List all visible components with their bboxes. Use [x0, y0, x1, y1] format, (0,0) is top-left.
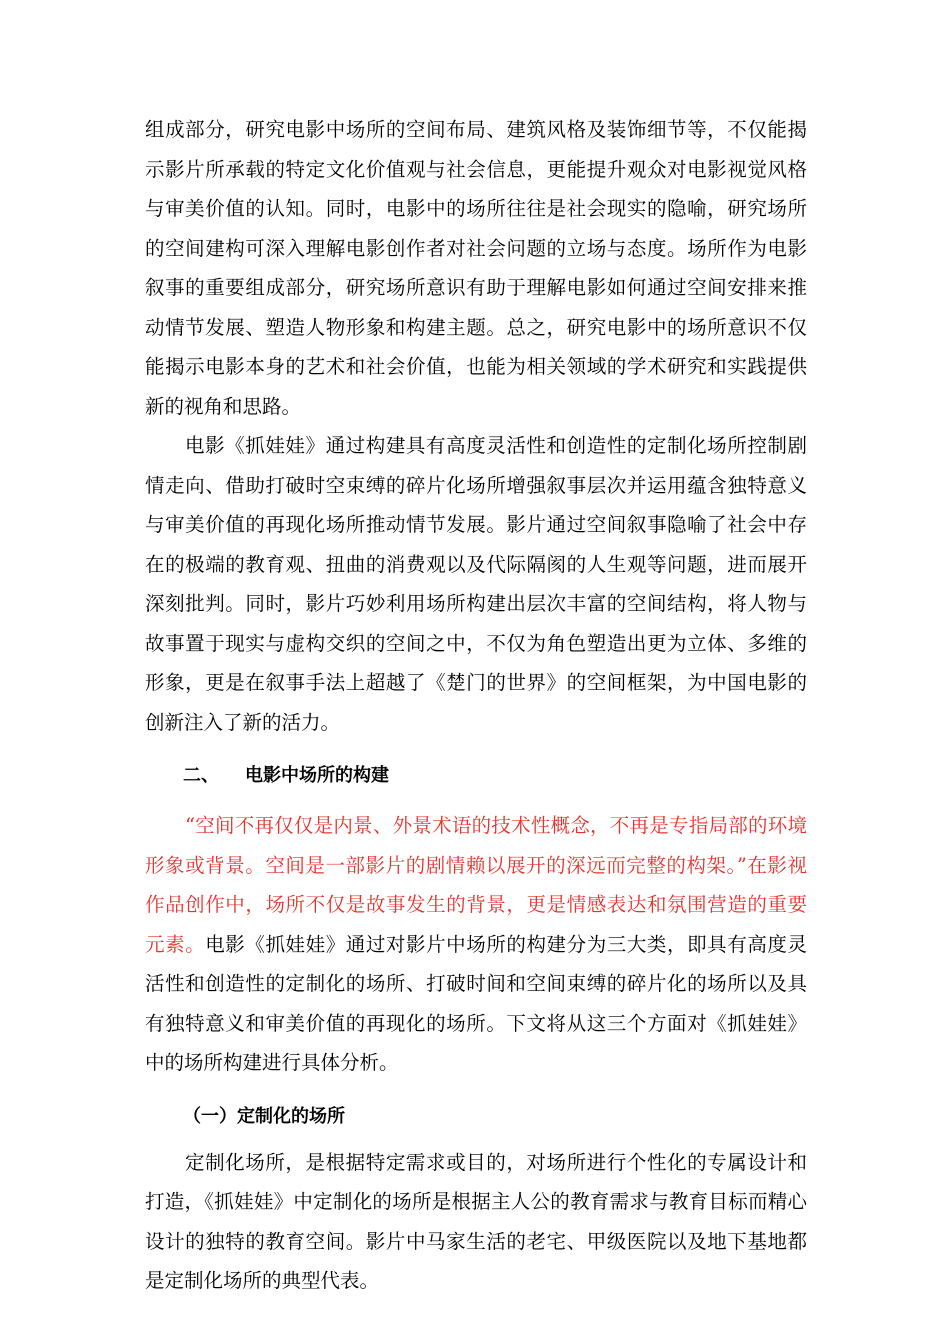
section-heading: [145, 763, 807, 789]
paragraph-space-body: 电影《抓娃娃》通过对影片中场所的构建分为三大类，即具有高度灵活性和创造性的定制化的场所、打破时间和空间束缚的碎片化的场所以及具有独特意义和审美价值的再现化的场所。下文将从这三个方面对《抓娃娃》中的场所构建进行具体分析。: [145, 932, 807, 1074]
paragraph-customized-place: 定制化场所，是根据特定需求或目的，对场所进行个性化的专属设计和打造，《抓娃娃》中定制化的场所是根据主人公的教育需求与教育目标而精心设计的独特的教育空间。影片中马家生活的老宅、甲级医院以及地下基地都是定制化场所的典型代表。: [145, 1150, 807, 1292]
document-page: [145, 110, 807, 1301]
paragraph-space-quote: [145, 806, 807, 1083]
highlighted-quote-text: “空间不再仅仅是内景、外景术语的技术性概念，不再是专指局部的环境形象或背景。空间是一部影片的剧情赖以展开的深远而完整的构架。”在影视作品创作中，场所不仅是故事发生的背景，更是情感表达和氛围营造的重要元素。: [145, 814, 807, 956]
section-title: 电影中场所的构建: [245, 765, 389, 786]
paragraph-film-summary: 电影《抓娃娃》通过构建具有高度灵活性和创造性的定制化场所控制剧情走向、借助打破时空束缚的碎片化场所增强叙事层次并运用蕴含独特意义与审美价值的再现化场所推动情节发展。影片通过空间叙事隐喻了社会中存在的极端的教育观、扭曲的消费观以及代际隔阂的人生观等问题，进而展开深刻批判。同时，影片巧妙利用场所构建出层次丰富的空间结构，将人物与故事置于现实与虚构交织的空间之中，不仅为角色塑造出更为立体、多维的形象，更是在叙事手法上超越了《楚门的世界》的空间框架，为中国电影的创新注入了新的活力。: [145, 434, 807, 734]
section-number: 二、: [183, 765, 219, 786]
paragraph-intro-continued: 组成部分，研究电影中场所的空间布局、建筑风格及装饰细节等，不仅能揭示影片所承载的特定文化价值观与社会信息，更能提升观众对电影视觉风格与审美价值的认知。同时，电影中的场所往往是社会现实的隐喻，研究场所的空间建构可深入理解电影创作者对社会问题的立场与态度。场所作为电影叙事的重要组成部分，研究场所意识有助于理解电影如何通过空间安排来推动情节发展、塑造人物形象和构建主题。总之，研究电影中的场所意识不仅能揭示电影本身的艺术和社会价值，也能为相关领域的学术研究和实践提供新的视角和思路。: [145, 118, 807, 418]
subsection-heading: （一）定制化的场所: [183, 1105, 345, 1127]
